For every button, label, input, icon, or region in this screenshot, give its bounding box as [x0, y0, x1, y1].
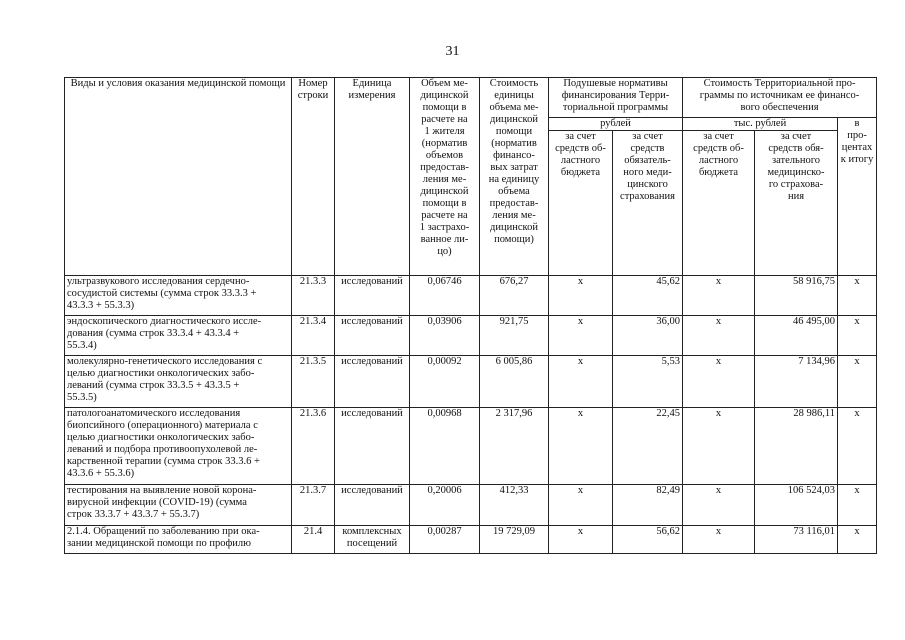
- row-norm-oms: 82,49: [613, 485, 683, 526]
- row-percent: х: [838, 276, 877, 316]
- row-norm-oms: 36,00: [613, 316, 683, 356]
- row-number: 21.3.4: [292, 316, 335, 356]
- header-kind: Виды и условия оказания медицинской помощи: [65, 78, 292, 276]
- row-total-oms: 28 986,11: [755, 408, 838, 485]
- table-row: [65, 316, 877, 356]
- header-total-budget: за счет средств об- ластного бюджета: [683, 131, 755, 276]
- row-total-oms: 73 116,01: [755, 526, 838, 554]
- row-cost: 6 005,86: [480, 356, 549, 408]
- header-total-oms: за счет средств обя- зательного медицинско- го страхова- ния: [755, 131, 838, 276]
- row-unit: комплексных посещений: [335, 526, 410, 554]
- row-number: 21.4: [292, 526, 335, 554]
- row-norm-budget: х: [549, 526, 613, 554]
- header-unit-thousand-rubles: тыс. рублей: [683, 118, 838, 131]
- row-norm-oms: 5,53: [613, 356, 683, 408]
- row-cost: 19 729,09: [480, 526, 549, 554]
- row-cost: 2 317,96: [480, 408, 549, 485]
- row-volume: 0,06746: [410, 276, 480, 316]
- row-total-budget: х: [683, 485, 755, 526]
- row-total-oms: 46 495,00: [755, 316, 838, 356]
- row-norm-budget: х: [549, 276, 613, 316]
- row-name: 2.1.4. Обращений по заболеванию при ока- зании медицинской помощи по профилю: [65, 526, 292, 554]
- table-row: [65, 356, 877, 408]
- row-percent: х: [838, 356, 877, 408]
- header-norm-budget: за счет средств об- ластного бюджета: [549, 131, 613, 276]
- row-norm-budget: х: [549, 356, 613, 408]
- row-total-oms: 58 916,75: [755, 276, 838, 316]
- row-volume: 0,03906: [410, 316, 480, 356]
- row-total-budget: х: [683, 316, 755, 356]
- row-volume: 0,00092: [410, 356, 480, 408]
- row-volume: 0,00287: [410, 526, 480, 554]
- row-percent: х: [838, 316, 877, 356]
- row-percent: х: [838, 408, 877, 485]
- table-row: [65, 485, 877, 526]
- row-volume: 0,00968: [410, 408, 480, 485]
- header-row-number: Номер строки: [292, 78, 335, 276]
- row-norm-oms: 45,62: [613, 276, 683, 316]
- financing-table: [64, 77, 877, 554]
- row-norm-budget: х: [549, 316, 613, 356]
- row-norm-budget: х: [549, 485, 613, 526]
- row-unit: исследований: [335, 408, 410, 485]
- row-percent: х: [838, 526, 877, 554]
- row-unit: исследований: [335, 356, 410, 408]
- row-cost: 412,33: [480, 485, 549, 526]
- row-name: патологоанатомического исследования биопсийного (операционного) материала с целью диагностики онкологических забо- леваний и подбора противоопухолевой ле- карственной терапии (сумма строк 33.3.6 + 43.3.6 + 55.3.6): [65, 408, 292, 485]
- row-number: 21.3.6: [292, 408, 335, 485]
- header-volume: Объем ме- дицинской помощи в расчете на 1 жителя (норматив объемов предостав- ления ме- дицинской помощи в расчете на 1 застрахо- ванное ли- цо): [410, 78, 480, 276]
- row-number: 21.3.3: [292, 276, 335, 316]
- row-total-budget: х: [683, 356, 755, 408]
- table-header: [65, 78, 877, 276]
- table-row: [65, 276, 877, 316]
- row-name: эндоскопического диагностического иссле- дования (сумма строк 33.3.4 + 43.3.4 + 55.3.4): [65, 316, 292, 356]
- header-norm-oms: за счет средств обязатель- ного меди- цинского страхования: [613, 131, 683, 276]
- table-row: [65, 526, 877, 554]
- row-total-budget: х: [683, 408, 755, 485]
- row-norm-oms: 56,62: [613, 526, 683, 554]
- header-cost: Стоимость единицы объема ме- дицинской помощи (норматив финансо- вых затрат на единицу объема предостав- ления ме- дицинской помощи): [480, 78, 549, 276]
- header-group-cost: Стоимость Территориальной про- граммы по источникам ее финансо- вого обеспечения: [683, 78, 877, 118]
- row-number: 21.3.5: [292, 356, 335, 408]
- header-percent: в про- центах к итогу: [838, 118, 877, 276]
- row-total-oms: 7 134,96: [755, 356, 838, 408]
- row-name: молекулярно-генетического исследования с целью диагностики онкологических забо- леваний (сумма строк 33.3.5 + 43.3.5 + 55.3.5): [65, 356, 292, 408]
- table-body: [65, 276, 877, 554]
- row-norm-budget: х: [549, 408, 613, 485]
- row-unit: исследований: [335, 316, 410, 356]
- header-unit-rubles: рублей: [549, 118, 683, 131]
- row-total-oms: 106 524,03: [755, 485, 838, 526]
- row-norm-oms: 22,45: [613, 408, 683, 485]
- row-cost: 921,75: [480, 316, 549, 356]
- row-total-budget: х: [683, 276, 755, 316]
- row-total-budget: х: [683, 526, 755, 554]
- header-unit: Единица измерения: [335, 78, 410, 276]
- row-name: ультразвукового исследования сердечно- сосудистой системы (сумма строк 33.3.3 + 43.3.3 + 55.3.3): [65, 276, 292, 316]
- row-percent: х: [838, 485, 877, 526]
- table-row: [65, 408, 877, 485]
- row-number: 21.3.7: [292, 485, 335, 526]
- page-number: 31: [445, 44, 460, 59]
- row-volume: 0,20006: [410, 485, 480, 526]
- row-cost: 676,27: [480, 276, 549, 316]
- row-name: тестирования на выявление новой корона- вирусной инфекции (COVID-19) (сумма строк 33.3.7 + 43.3.7 + 55.3.7): [65, 485, 292, 526]
- row-unit: исследований: [335, 276, 410, 316]
- row-unit: исследований: [335, 485, 410, 526]
- header-group-norms: Подушевые нормативы финансирования Терри- ториальной программы: [549, 78, 683, 118]
